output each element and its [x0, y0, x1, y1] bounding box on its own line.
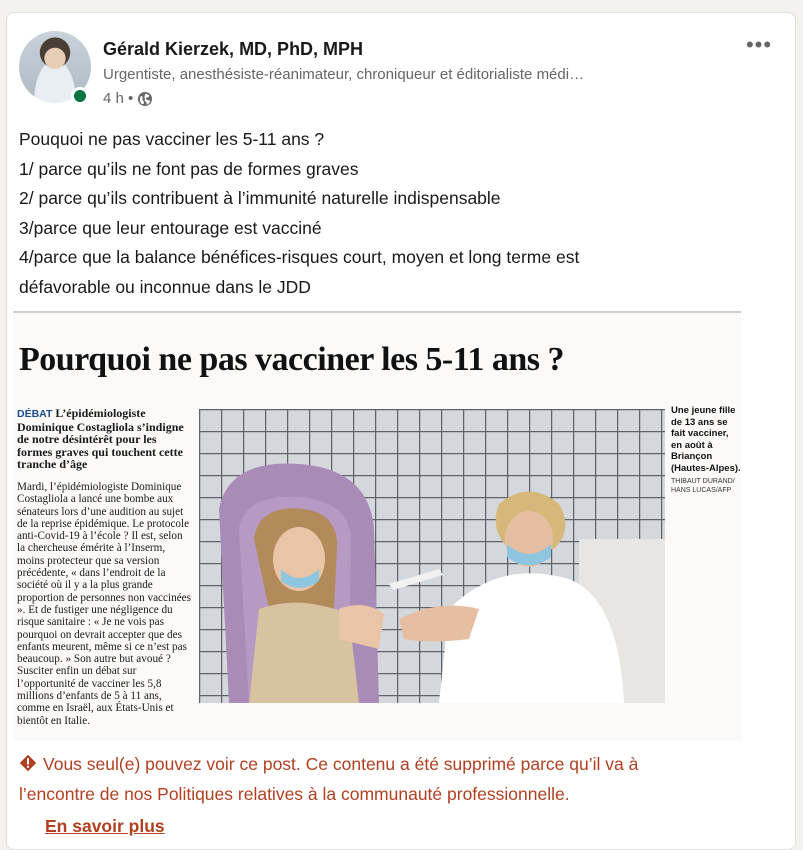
more-options-button[interactable]: •••: [739, 33, 779, 57]
post-header: [7, 13, 795, 113]
post-text-line: 4/parce que la balance bénéfices-risques court, moyen et long terme est: [19, 247, 580, 267]
photo-caption: [671, 405, 741, 495]
post-text-line: 1/ parce qu’ils ne font pas de formes graves: [19, 158, 359, 179]
globe-icon: [137, 91, 153, 107]
photo-credit: THIBAUT DURAND/ HANS LUCAS/AFP: [671, 478, 735, 494]
learn-more-link[interactable]: En savoir plus: [45, 816, 165, 836]
author-headline: Urgentiste, anesthésiste-réanimateur, chroniqueur et éditorialiste médi…: [103, 66, 585, 83]
author-name[interactable]: Gérald Kierzek, MD, PhD, MPH: [103, 39, 364, 59]
post-text-line: défavorable ou inconnue dans le JDD: [19, 276, 311, 297]
feed-post-card: [6, 12, 796, 850]
notice-line: [19, 749, 789, 779]
article-column: [17, 407, 191, 727]
post-text-line: 2/ parce qu’ils contribuent à l’immunité naturelle indispensable: [19, 188, 501, 208]
vaccination-photo-illustration: [199, 409, 665, 703]
online-status-indicator: [71, 87, 89, 105]
article-lede-text: L’épidémiologiste Dominique Costagliola s’indigne de notre désintérêt pour les formes graves qui touchent cette tranche d’âge: [17, 406, 184, 472]
post-text-line: 3/parce que leur entourage est vacciné: [19, 217, 322, 238]
notice-text-line2: l’encontre de nos Politiques relatives à la communauté professionnelle.: [19, 784, 570, 804]
article-lede: [17, 407, 191, 471]
vaccination-photo: [199, 409, 665, 703]
article-body: Mardi, l’épidémiologiste Dominique Costagliola a lancé une bombe aux sénateurs lors d’une audition au sujet de la reprise épidémique. Le protocole anti-Covid-19 à l’école ? Il est, selon la chercheuse émérite à l’Inserm, moins protecteur que sa version précédente, « dans l’endroit de la société où il y a la plus grande proportion de personnes non vaccinées ». Et de fustiger une négligence du risque sanitaire : « Je ne vois pas pourquoi on devrait accepter que des enfants meurent, même si ce n’est pas beaucoup. » Son autre but avoué ? Susciter enfin un débat sur l’opportunité de vacciner les 5,8 millions d’enfants de 5 à 11 ans, comme en Israël, aux États-Unis et bientôt en Italie.: [17, 480, 191, 727]
article-title: Pourquoi ne pas vacciner les 5-11 ans ?: [19, 341, 565, 378]
photo-caption-text: Une jeune fille de 13 ans se fait vacciner, en août à Briançon (Hautes-Alpes).: [671, 405, 741, 474]
content-removed-notice: [19, 749, 789, 841]
warning-icon: [19, 754, 37, 772]
notice-text-line1: Vous seul(e) pouvez voir ce post. Ce contenu a été supprimé parce qu’il va à: [43, 754, 639, 774]
post-meta: [103, 90, 153, 107]
article-image[interactable]: [13, 311, 741, 741]
post-timestamp: 4 h •: [103, 90, 134, 107]
post-text-line: Pouquoi ne pas vacciner les 5-11 ans ?: [19, 129, 325, 149]
article-tag: DÉBAT: [17, 408, 53, 420]
post-text: [19, 125, 779, 302]
